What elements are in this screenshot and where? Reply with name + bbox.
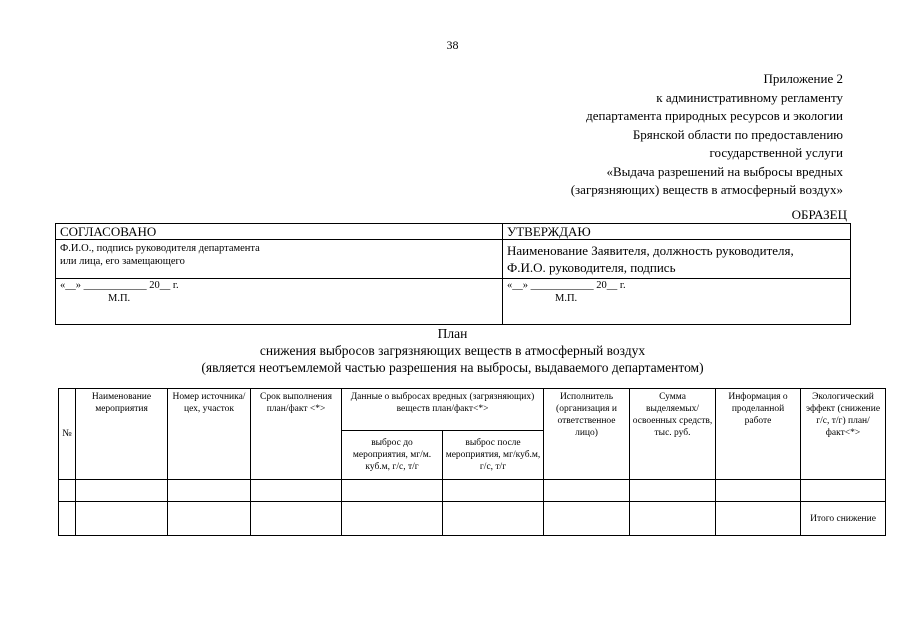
approver-line: Ф.И.О., подпись руководителя департамента (60, 243, 260, 254)
plan-title-line: снижения выбросов загрязняющих веществ в атмосферный воздух (259, 343, 646, 358)
appendix-line: к административному регламенту (656, 89, 843, 105)
table-cell[interactable] (251, 502, 342, 536)
applicant-signature-field[interactable] (503, 240, 851, 279)
table-cell[interactable] (76, 480, 168, 502)
table-cell[interactable] (443, 502, 544, 536)
header-source: Номер источника/ цех, участок (168, 389, 251, 480)
sample-label: ОБРАЗЕЦ (791, 207, 847, 222)
appendix-line: (загрязняющих) веществ в атмосферный воздух» (570, 182, 843, 197)
approver-signature-field[interactable] (56, 240, 503, 279)
total-reduction-label: Итого снижение (801, 502, 886, 536)
date-line: «__» ____________ 20__ г. (507, 280, 626, 291)
table-cell[interactable] (630, 480, 716, 502)
table-cell[interactable] (59, 480, 76, 502)
table-cell[interactable] (716, 480, 801, 502)
header-emissions: Данные о выбросах вредных (загрязняющих) веществ план/факт<*> (342, 389, 544, 431)
appendix-line: департамента природных ресурсов и экологии (586, 108, 843, 123)
table-cell[interactable] (801, 480, 886, 502)
table-cell[interactable] (544, 502, 630, 536)
table-cell[interactable] (59, 502, 76, 536)
stamp-label: М.П. (108, 293, 131, 304)
table-cell[interactable] (168, 502, 251, 536)
header-effect: Экологический эффект (снижение г/с, т/г) план/факт<*> (801, 389, 886, 480)
page-number: 38 (446, 38, 459, 52)
applicant-line: Наименование Заявителя, должность руководителя, (507, 243, 794, 258)
appendix-header (571, 70, 843, 200)
header-amount: Сумма выделяемых/ освоенных средств, тыс. руб. (630, 389, 716, 480)
table-cell[interactable] (630, 502, 716, 536)
header-num: № (59, 389, 76, 480)
confirmed-heading: УТВЕРЖДАЮ (503, 224, 851, 240)
table-cell[interactable] (443, 480, 544, 502)
appendix-line: Приложение 2 (763, 71, 843, 86)
date-line: «__» ____________ 20__ г. (60, 280, 179, 291)
stamp-label: М.П. (555, 293, 578, 304)
table-cell[interactable] (342, 502, 443, 536)
approved-heading: СОГЛАСОВАНО (56, 224, 503, 240)
applicant-line: Ф.И.О. руководителя, подпись (507, 260, 676, 275)
table-cell[interactable] (716, 502, 801, 536)
plan-title (0, 325, 905, 376)
header-emissions-before: выброс до мероприятия, мг/м. куб.м, г/с, т/г (342, 431, 443, 480)
approval-table (55, 223, 851, 325)
table-cell[interactable] (342, 480, 443, 502)
table-cell[interactable] (251, 480, 342, 502)
header-name: Наименование мероприятия (76, 389, 168, 480)
table-row (59, 480, 886, 502)
applicant-date-field[interactable] (503, 279, 851, 325)
header-info: Информация о проделанной работе (716, 389, 801, 480)
table-cell[interactable] (168, 480, 251, 502)
appendix-line: государственной услуги (709, 145, 843, 160)
header-term: Срок выполнения план/факт <*> (251, 389, 342, 480)
approver-date-field[interactable] (56, 279, 503, 325)
table-row (59, 502, 886, 536)
header-executor: Исполнитель (организация и ответственное лицо) (544, 389, 630, 480)
appendix-line: «Выдача разрешений на выбросы вредных (606, 163, 843, 179)
plan-title-line: (является неотъемлемой частью разрешения на выбросы, выдаваемого департаментом) (201, 360, 704, 375)
table-cell[interactable] (76, 502, 168, 536)
approver-line: или лица, его замещающего (60, 256, 185, 267)
header-emissions-after: выброс после мероприятия, мг/куб.м, г/с, т/г (443, 431, 544, 480)
plan-title-line: План (437, 326, 468, 341)
appendix-line: Брянской области по предоставлению (632, 126, 843, 142)
table-cell[interactable] (544, 480, 630, 502)
plan-table (58, 388, 886, 536)
